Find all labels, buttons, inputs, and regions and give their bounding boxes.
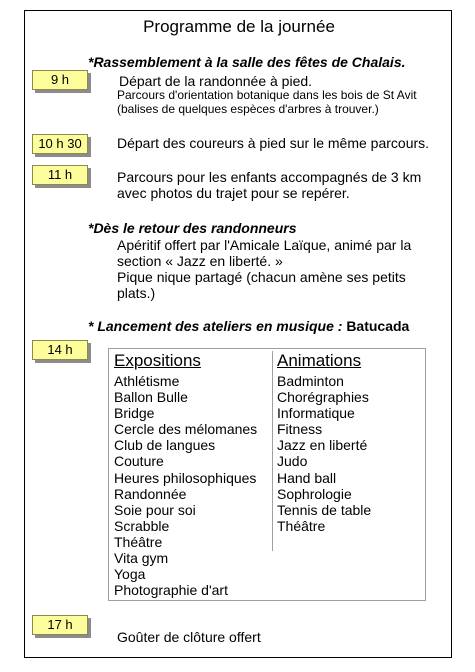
- workshops-table: [108, 348, 426, 601]
- list-item: Jazz en liberté: [277, 437, 368, 454]
- picnic-text: Pique nique partagé (chacun amène ses petits: [117, 269, 406, 285]
- list-item: Ballon Bulle: [114, 389, 188, 406]
- list-item: Heures philosophiques: [114, 469, 257, 486]
- time-badge-9h: 9 h: [32, 70, 88, 90]
- closing-snack-text: Goûter de clôture offert: [117, 629, 261, 645]
- list-item: Théâtre: [277, 517, 326, 534]
- kids-course-text-2: avec photos du trajet pour se repérer.: [117, 185, 350, 201]
- list-item: Informatique: [277, 405, 355, 422]
- workshops-heading-text: * Lancement des ateliers en musique :: [88, 318, 343, 334]
- list-item: Soie pour soi: [114, 501, 196, 518]
- list-item: Photographie d'art: [114, 582, 228, 599]
- page-title: Programme de la journée: [143, 17, 335, 36]
- list-item: Club de langues: [114, 437, 216, 454]
- list-item: Athlétisme: [114, 373, 180, 389]
- list-item: Bridge: [114, 405, 155, 422]
- list-item: Hand ball: [277, 469, 337, 486]
- workshops-heading-batucada: Batucada: [346, 318, 410, 334]
- animations-list: [277, 373, 371, 534]
- list-item: Couture: [114, 453, 164, 470]
- aperitif-text-2: section « Jazz en liberté. »: [117, 253, 283, 269]
- aperitif-text: Apéritif offert par l'Amicale Laïque, animé par la: [117, 237, 412, 253]
- expositions-heading: Expositions: [114, 351, 201, 370]
- list-item: Chorégraphies: [277, 389, 369, 406]
- section-return-heading: *Dès le retour des randonneurs: [88, 220, 297, 236]
- programme-frame: [24, 10, 452, 658]
- expositions-list: [114, 373, 257, 598]
- time-badge-17h: 17 h: [32, 615, 88, 635]
- list-item: Vita gym: [114, 550, 169, 567]
- time-badge-14h: 14 h: [32, 340, 88, 360]
- kids-course-text: Parcours pour les enfants accompagnés de 3 km: [117, 169, 422, 185]
- list-item: Randonnée: [114, 485, 187, 502]
- column-divider: [272, 351, 273, 551]
- section-gathering-heading: *Rassemblement à la salle des fêtes de Chalais.: [88, 54, 406, 70]
- time-badge-10h30: 10 h 30: [32, 134, 88, 154]
- section-workshops-heading: [88, 318, 409, 334]
- list-item: Badminton: [277, 373, 344, 389]
- list-item: Fitness: [277, 421, 323, 438]
- picnic-text-2: plats.): [117, 285, 156, 301]
- list-item: Judo: [277, 453, 308, 470]
- time-badge-11h: 11 h: [32, 165, 88, 185]
- hike-departure-text: Départ de la randonnée à pied.: [119, 73, 313, 89]
- botanic-course-text-2: (balises de quelques espèces d'arbres à trouver.): [117, 102, 379, 116]
- animations-heading: Animations: [277, 351, 362, 370]
- list-item: Sophrologie: [277, 485, 352, 502]
- list-item: Yoga: [114, 566, 146, 583]
- botanic-course-text: Parcours d'orientation botanique dans les bois de St Avit: [117, 88, 417, 102]
- list-item: Théâtre: [114, 533, 163, 550]
- list-item: Scrabble: [114, 517, 170, 534]
- list-item: Cercle des mélomanes: [114, 421, 258, 438]
- runners-text: Départ des coureurs à pied sur le même parcours.: [117, 135, 430, 151]
- list-item: Tennis de table: [277, 501, 372, 518]
